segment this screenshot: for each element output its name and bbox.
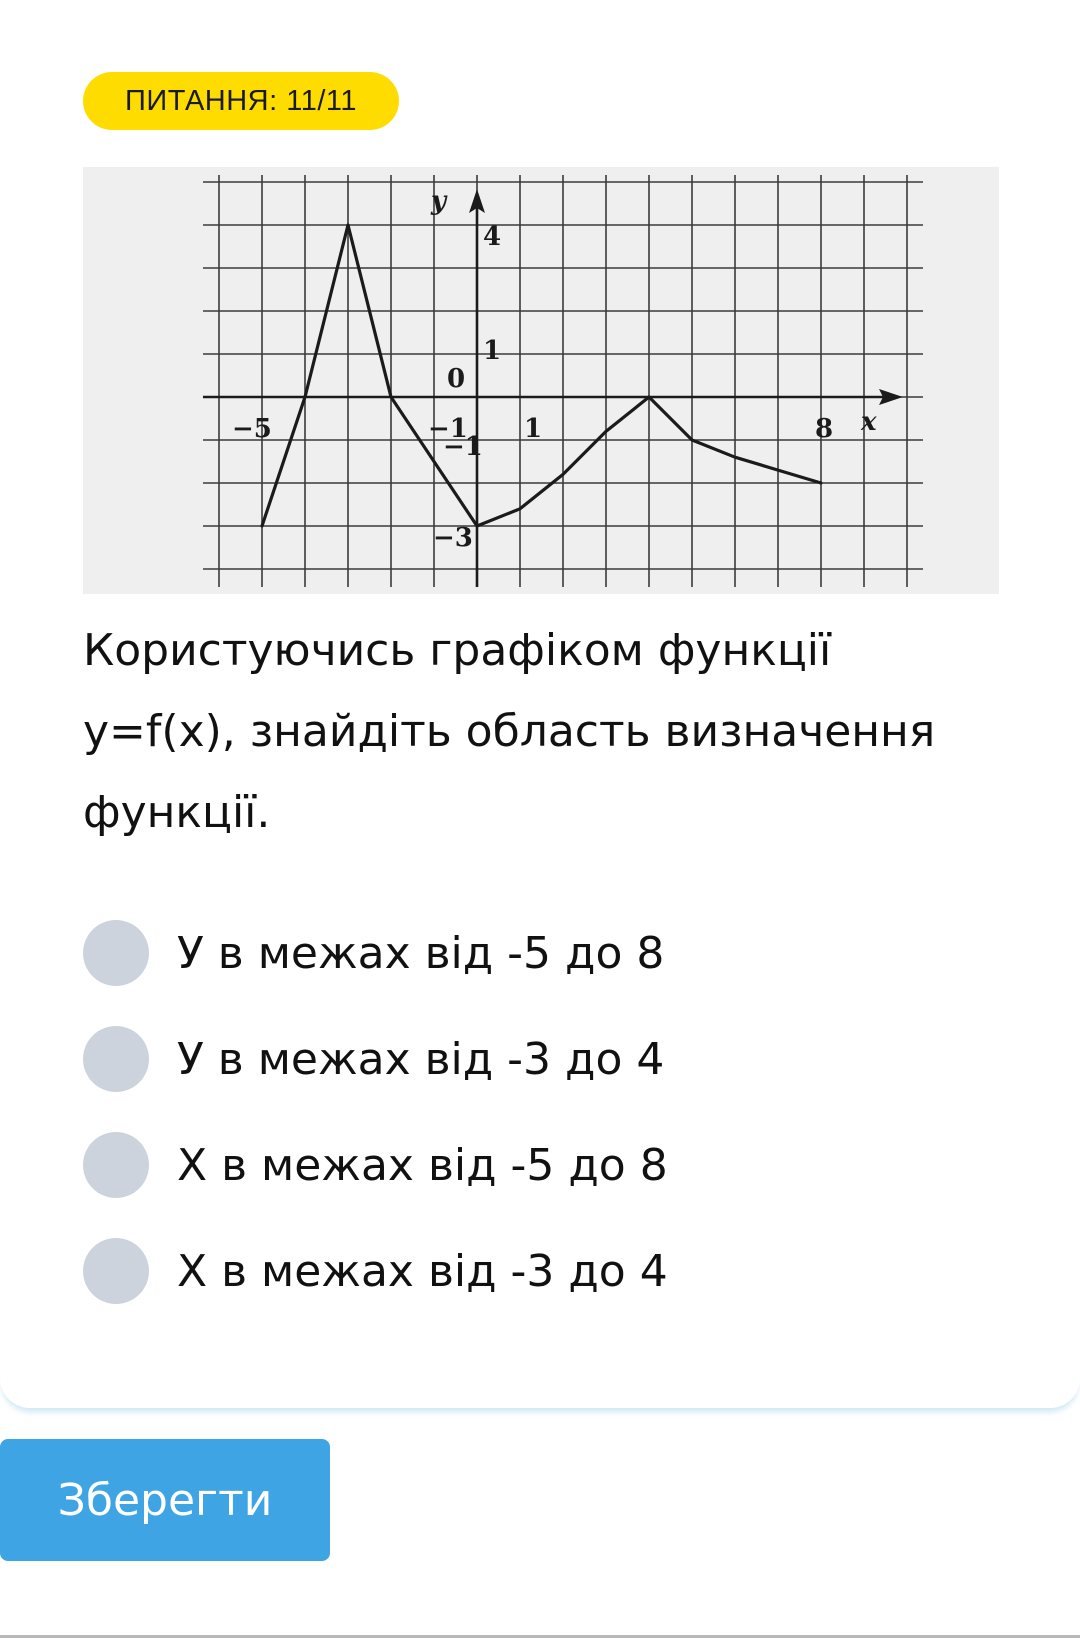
option-label: Х в межах від -3 до 4 (177, 1245, 668, 1297)
save-button[interactable]: Зберегти (0, 1439, 330, 1561)
radio-button-icon[interactable] (83, 920, 149, 986)
x-tick-label: 8 (815, 414, 834, 444)
option-label: У в межах від -5 до 8 (177, 927, 665, 979)
grid (203, 175, 923, 587)
option-1[interactable] (83, 900, 668, 1006)
option-label: Х в межах від -5 до 8 (177, 1139, 668, 1191)
x-tick-label: 1 (524, 414, 543, 444)
radio-button-icon[interactable] (83, 1026, 149, 1092)
function-graph (83, 167, 999, 594)
radio-button-icon[interactable] (83, 1132, 149, 1198)
x-axis-label: x (861, 407, 877, 437)
question-counter-label: ПИТАННЯ: 11/11 (125, 84, 357, 117)
y-tick-label: 1 (483, 336, 502, 366)
x-tick-label: −5 (232, 414, 272, 444)
y-tick-label: −1 (443, 432, 483, 462)
y-tick-label: 0 (447, 364, 466, 394)
answer-options (83, 900, 668, 1324)
option-3[interactable] (83, 1112, 668, 1218)
y-tick-label: 4 (483, 222, 502, 252)
x-tick-label: −1 (428, 414, 468, 444)
option-4[interactable] (83, 1218, 668, 1324)
question-text: Користуючись графіком функції y=f(x), знайдіть область визначення функції. (83, 625, 936, 838)
question-counter-badge (83, 72, 399, 130)
y-axis-label: y (431, 186, 447, 216)
function-graph-image (83, 167, 999, 594)
function-curve (262, 225, 821, 526)
y-tick-label: −3 (433, 523, 473, 553)
option-label: У в межах від -3 до 4 (177, 1033, 665, 1085)
radio-button-icon[interactable] (83, 1238, 149, 1304)
option-2[interactable] (83, 1006, 668, 1112)
